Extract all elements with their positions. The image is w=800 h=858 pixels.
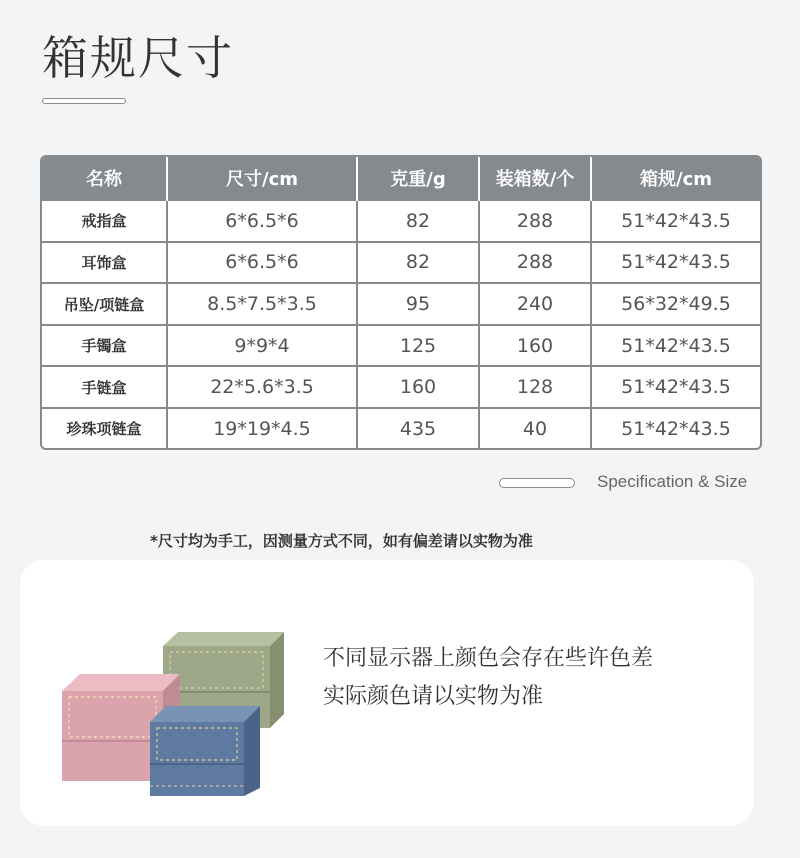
- cell-name: 戒指盒: [42, 200, 167, 242]
- cell-size: 19*19*4.5: [167, 408, 357, 448]
- table-header-row: [42, 157, 760, 200]
- header-name: 名称: [42, 157, 167, 200]
- table-row: [42, 242, 760, 284]
- cell-weight: 95: [357, 283, 479, 325]
- cell-name: 手链盒: [42, 366, 167, 408]
- color-notice-line-1: 不同显示器上颜色会存在些许色差: [323, 646, 654, 671]
- size-table: [40, 155, 762, 450]
- size-table-grid: [42, 157, 760, 448]
- cell-weight: 82: [357, 242, 479, 284]
- cell-weight: 435: [357, 408, 479, 448]
- cell-name: 耳饰盒: [42, 242, 167, 284]
- cell-quantity: 160: [479, 325, 591, 367]
- spec-bar-decoration: [499, 478, 575, 488]
- cell-carton: 51*42*43.5: [591, 325, 760, 367]
- cell-quantity: 288: [479, 200, 591, 242]
- cell-quantity: 128: [479, 366, 591, 408]
- table-row: [42, 325, 760, 367]
- header-quantity: 装箱数/个: [479, 157, 591, 200]
- cell-quantity: 240: [479, 283, 591, 325]
- cell-name: 吊坠/项链盒: [42, 283, 167, 325]
- table-row: [42, 200, 760, 242]
- cell-quantity: 40: [479, 408, 591, 448]
- cell-carton: 51*42*43.5: [591, 200, 760, 242]
- spec-label: Specification & Size: [597, 472, 748, 491]
- cell-carton: 56*32*49.5: [591, 283, 760, 325]
- jewelry-boxes-image: [60, 596, 290, 796]
- header-weight: 克重/g: [357, 157, 479, 200]
- cell-weight: 82: [357, 200, 479, 242]
- cell-size: 9*9*4: [167, 325, 357, 367]
- title-underline-decoration: [42, 98, 126, 104]
- color-notice-card: [20, 560, 754, 826]
- cell-quantity: 288: [479, 242, 591, 284]
- cell-size: 6*6.5*6: [167, 242, 357, 284]
- cell-size: 22*5.6*3.5: [167, 366, 357, 408]
- cell-name: 手镯盒: [42, 325, 167, 367]
- table-row: [42, 408, 760, 448]
- page-title: 箱规尺寸: [42, 31, 234, 85]
- measurement-note: *尺寸均为手工，因测量方式不同，如有偏差请以实物为准: [150, 532, 533, 550]
- cell-carton: 51*42*43.5: [591, 408, 760, 448]
- header-carton: 箱规/cm: [591, 157, 760, 200]
- table-row: [42, 283, 760, 325]
- cell-name: 珍珠项链盒: [42, 408, 167, 448]
- header-size: 尺寸/cm: [167, 157, 357, 200]
- cell-weight: 125: [357, 325, 479, 367]
- color-notice-text: [323, 640, 653, 716]
- cell-carton: 51*42*43.5: [591, 242, 760, 284]
- blue-box: [150, 706, 260, 796]
- table-row: [42, 366, 760, 408]
- color-notice-line-2: 实际颜色请以实物为准: [323, 684, 544, 709]
- cell-weight: 160: [357, 366, 479, 408]
- cell-carton: 51*42*43.5: [591, 366, 760, 408]
- cell-size: 6*6.5*6: [167, 200, 357, 242]
- cell-size: 8.5*7.5*3.5: [167, 283, 357, 325]
